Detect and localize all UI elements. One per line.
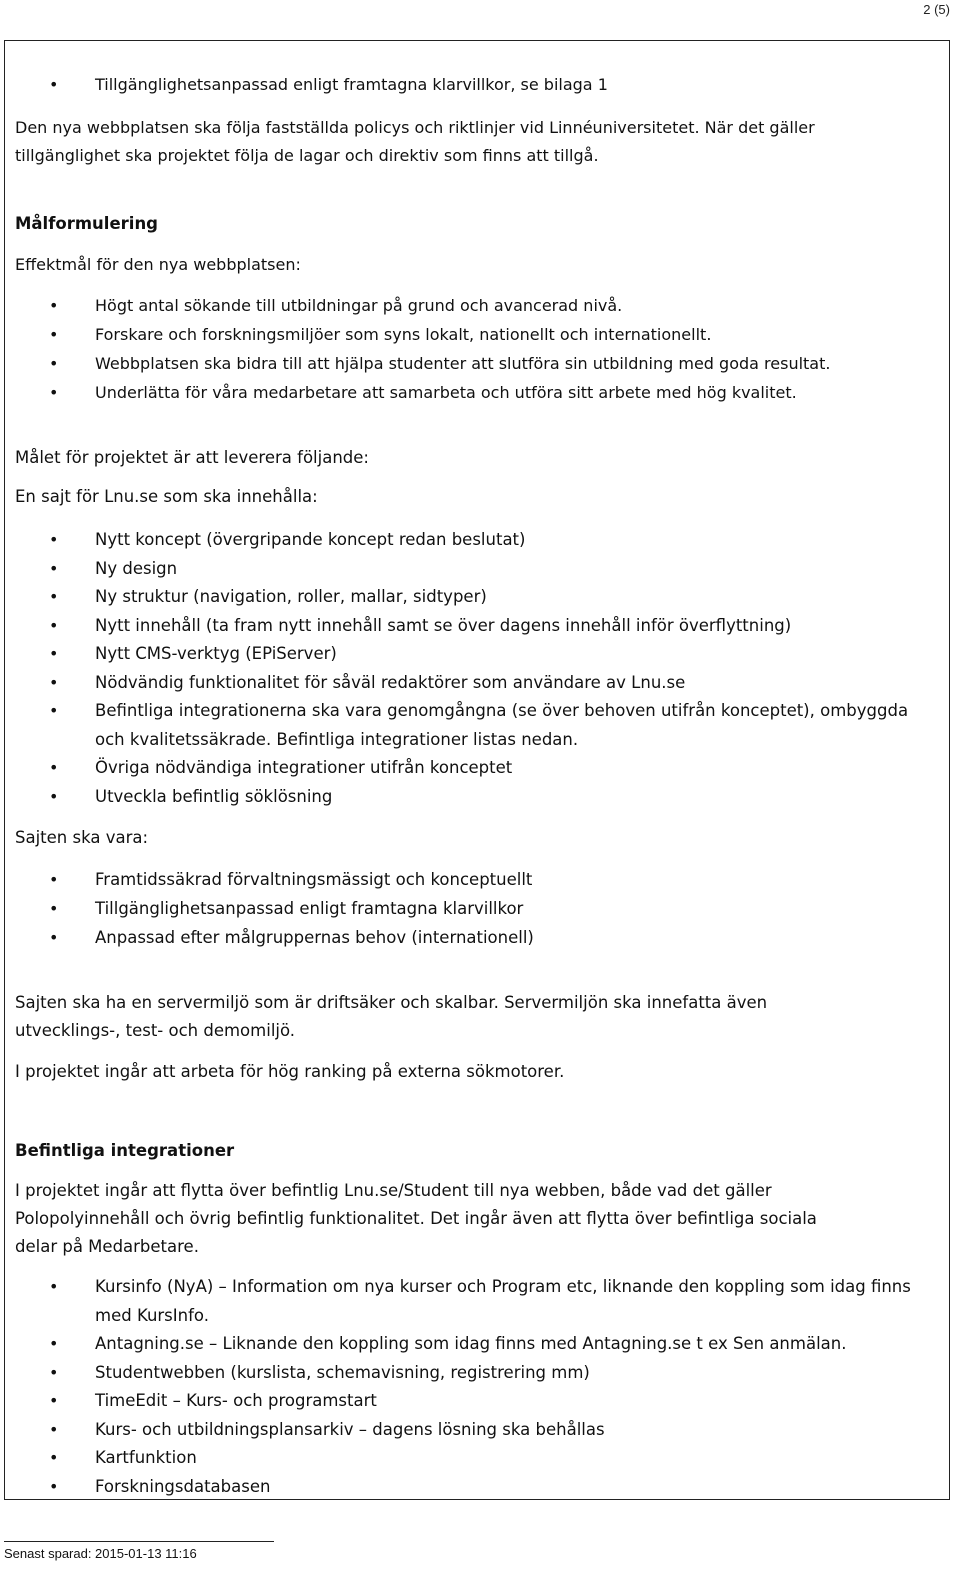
list-item: • Ny struktur (navigation, roller, mallar, sidtyper) bbox=[15, 583, 940, 612]
be-intro: Sajten ska vara: bbox=[15, 828, 149, 847]
list-item: • Kartfunktion bbox=[15, 1444, 940, 1473]
paragraph-line: Den nya webbplatsen ska följa fastställda policys och riktlinjer vid Linnéuniversitetet. När det gäller bbox=[15, 118, 815, 137]
paragraph-line: I projektet ingår att flytta över befintlig Lnu.se/Student till nya webben, både vad det gäller bbox=[15, 1181, 772, 1200]
effect-list bbox=[15, 291, 940, 407]
list-item: • Tillgänglighetsanpassad enligt framtagna klarvillkor, se bilaga 1 bbox=[15, 71, 940, 99]
list-item: • Studentwebben (kurslista, schemavisning, registrering mm) bbox=[15, 1359, 940, 1388]
list-item: • Nytt koncept (övergripande koncept redan beslutat) bbox=[15, 526, 940, 555]
paragraph-line: Polopolyinnehåll och övrig befintlig funktionalitet. Det ingår även att flytta över befintliga sociala bbox=[15, 1209, 817, 1228]
ranking-paragraph: I projektet ingår att arbeta för hög ranking på externa sökmotorer. bbox=[15, 1062, 565, 1081]
integrations-list bbox=[15, 1273, 940, 1501]
list-item: • Forskningsdatabasen bbox=[15, 1473, 940, 1502]
site-intro: En sajt för Lnu.se som ska innehålla: bbox=[15, 487, 318, 506]
paragraph-line: utvecklings-, test- och demomiljö. bbox=[15, 1021, 296, 1040]
section-heading-integrations: Befintliga integrationer bbox=[15, 1141, 235, 1160]
list-item: • Forskare och forskningsmiljöer som syns lokalt, nationellt och internationellt. bbox=[15, 320, 940, 349]
list-item: • TimeEdit – Kurs- och programstart bbox=[15, 1387, 940, 1416]
list-item: • Antagning.se – Liknande den koppling som idag finns med Antagning.se t ex Sen anmälan. bbox=[15, 1330, 940, 1359]
content-frame bbox=[4, 40, 950, 1500]
paragraph-line: delar på Medarbetare. bbox=[15, 1237, 199, 1256]
project-goal: Målet för projektet är att leverera följande: bbox=[15, 448, 369, 467]
list-item: • Högt antal sökande till utbildningar på grund och avancerad nivå. bbox=[15, 291, 940, 320]
list-item: • Webbplatsen ska bidra till att hjälpa studenter att slutföra sin utbildning med goda resultat. bbox=[15, 349, 940, 378]
list-item: • Nödvändig funktionalitet för såväl redaktörer som användare av Lnu.se bbox=[15, 669, 940, 698]
list-item: • Nytt innehåll (ta fram nytt innehåll samt se över dagens innehåll inför överflyttning) bbox=[15, 612, 940, 641]
effect-intro: Effektmål för den nya webbplatsen: bbox=[15, 255, 301, 274]
intro-paragraph bbox=[15, 114, 940, 170]
list-item: • Nytt CMS-verktyg (EPiServer) bbox=[15, 640, 940, 669]
section-heading-goals: Målformulering bbox=[15, 214, 158, 233]
list-item: • Tillgänglighetsanpassad enligt framtagna klarvillkor bbox=[15, 894, 940, 923]
list-item: • Underlätta för våra medarbetare att samarbeta och utföra sitt arbete med hög kvalitet. bbox=[15, 378, 940, 407]
list-item: • Framtidssäkrad förvaltningsmässigt och konceptuellt bbox=[15, 865, 940, 894]
list-item: • Kurs- och utbildningsplansarkiv – dagens lösning ska behållas bbox=[15, 1416, 940, 1445]
paragraph-line: Sajten ska ha en servermiljö som är driftsäker och skalbar. Servermiljön ska innefatta även bbox=[15, 993, 768, 1012]
list-item: • Befintliga integrationerna ska vara genomgångna (se över behoven utifrån konceptet), ombyggda och kvalitetssäkrade. Befintliga integrationer listas nedan. bbox=[15, 697, 940, 754]
be-list bbox=[15, 865, 940, 952]
footer-saved-timestamp: Senast sparad: 2015-01-13 11:16 bbox=[4, 1541, 274, 1561]
list-item: • Övriga nödvändiga integrationer utifrån konceptet bbox=[15, 754, 940, 783]
intro-section bbox=[15, 71, 940, 99]
list-item: • Ny design bbox=[15, 555, 940, 584]
page-number: 2 (5) bbox=[923, 2, 950, 17]
site-list bbox=[15, 526, 940, 811]
list-item: • Kursinfo (NyA) – Information om nya kurser och Program etc, liknande den koppling som idag finns med KursInfo. bbox=[15, 1273, 940, 1330]
intro-list bbox=[15, 71, 940, 99]
list-item: • Utveckla befintlig söklösning bbox=[15, 783, 940, 812]
list-item: • Anpassad efter målgruppernas behov (internationell) bbox=[15, 923, 940, 952]
paragraph-line: tillgänglighet ska projektet följa de lagar och direktiv som finns att tillgå. bbox=[15, 146, 599, 165]
